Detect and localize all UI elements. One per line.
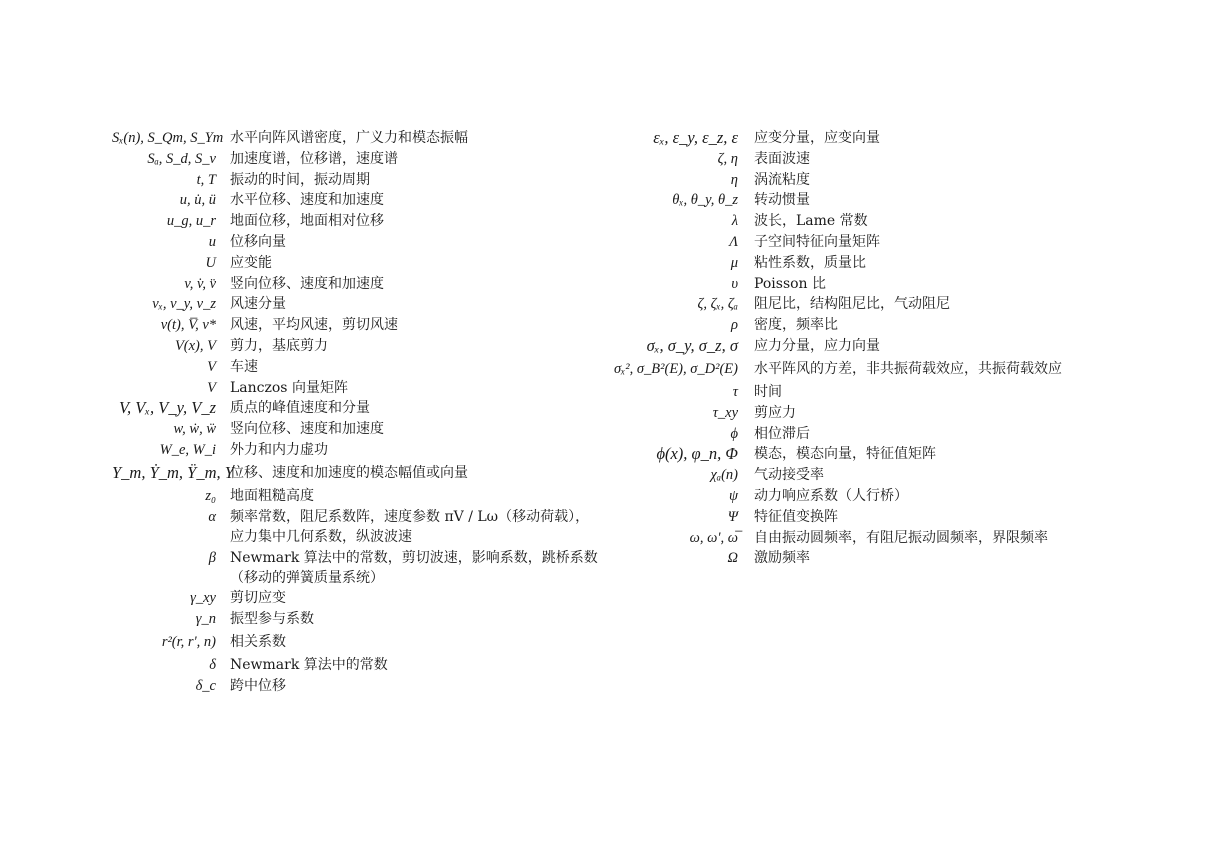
symbol-row: [612, 424, 1112, 444]
symbol-description: 地面位移，地面相对位移: [230, 213, 384, 230]
left-symbol-column: [112, 128, 632, 697]
symbol: ζ, η: [717, 150, 738, 167]
symbol-description: 外力和内力虚功: [230, 441, 328, 458]
symbol-description: 相位滞后: [754, 425, 810, 442]
symbol-description: Newmark 算法中的常数，剪切波速，影响系数，跳桥系数 （移动的弹簧质量系统）: [230, 549, 598, 586]
symbol: V(x), V: [174, 337, 216, 354]
symbol-description: 特征值变换阵: [754, 508, 838, 525]
symbol: v, v̇, v̈: [184, 275, 216, 292]
symbol-row: [112, 253, 632, 273]
symbol-description: 频率常数，阻尼系数阵，速度参数 πV / Lω（移动荷载）， 应力集中几何系数，纵波波速: [230, 508, 590, 545]
symbol-row: [112, 315, 632, 335]
symbol-row: [612, 294, 1112, 314]
symbol: θₓ, θ_y, θ_z: [672, 192, 738, 209]
symbol: V: [207, 358, 216, 375]
symbol-description: 剪应力: [754, 404, 796, 421]
symbol-description: 竖向位移、速度和加速度: [230, 421, 384, 438]
symbol-row: [112, 294, 632, 314]
symbol: v(t), V̅, v*: [160, 317, 216, 334]
symbol-row: [112, 609, 632, 629]
symbol: δ_c: [195, 677, 216, 694]
symbol-row: [112, 149, 632, 169]
symbol-row: [112, 463, 632, 483]
symbol: u, u̇, ü: [179, 192, 216, 209]
symbol-row: [612, 359, 1112, 379]
symbol-row: [612, 128, 1112, 148]
symbol-description: 相关系数: [230, 634, 286, 651]
symbol-description: 激励频率: [754, 550, 810, 567]
symbol: w, ẇ, ẅ: [173, 421, 216, 438]
symbol-row: [112, 486, 632, 506]
symbol-row: [112, 676, 632, 696]
symbol: vₓ, v_y, v_z: [152, 296, 216, 313]
symbol-description: 模态，模态向量，特征值矩阵: [754, 446, 936, 463]
symbol-row: [112, 588, 632, 608]
symbol-description: 剪力，基底剪力: [230, 337, 328, 354]
symbol: η: [730, 171, 738, 188]
symbol-description: 时间: [754, 383, 782, 400]
symbol-description: 子空间特征向量矩阵: [754, 233, 880, 250]
symbol: υ: [731, 275, 738, 292]
symbol: Y_m, Ẏ_m, Ÿ_m, Y: [112, 462, 234, 482]
symbol-description: 水平向阵风谱密度，广义力和模态振幅: [230, 130, 468, 146]
symbol: χₐ(n): [710, 467, 738, 484]
symbol-description: 自由振动圆频率，有阻尼振动圆频率，界限频率: [754, 529, 1048, 546]
symbol: α: [208, 508, 216, 525]
symbol-description: 竖向位移、速度和加速度: [230, 275, 384, 292]
symbol: τ_xy: [712, 404, 738, 421]
symbol-row: [112, 128, 632, 148]
symbol: r²(r, r', n): [161, 634, 216, 651]
symbol: τ: [732, 383, 738, 400]
symbol-description: 位移、速度和加速度的模态幅值或向量: [230, 464, 468, 481]
symbol-row: [112, 232, 632, 252]
symbol-row: [612, 149, 1112, 169]
symbol: ϕ: [730, 425, 738, 442]
symbol-row: [112, 357, 632, 377]
symbol: Sₓ(n), S_Qm, S_Ym: [112, 130, 224, 146]
symbol: V, Vₓ, V_y, V_z: [119, 398, 216, 418]
symbol-description: 车速: [230, 358, 258, 375]
symbol-row: [612, 232, 1112, 252]
symbol-description: 表面波速: [754, 150, 810, 167]
symbol-row: [112, 440, 632, 460]
symbol-row: [112, 507, 632, 547]
symbol: ζ, ζₓ, ζₐ: [697, 296, 738, 313]
symbol-row: [612, 444, 1112, 464]
right-symbol-column: [612, 128, 1112, 569]
symbol-row: [612, 170, 1112, 190]
symbol: εₓ, ε_y, ε_z, ε: [653, 128, 738, 147]
symbol-row: [612, 274, 1112, 294]
symbol-row: [612, 465, 1112, 485]
symbol-row: [112, 274, 632, 294]
symbol-row: [112, 419, 632, 439]
symbol-description: 质点的峰值速度和分量: [230, 400, 370, 417]
symbol: β: [208, 549, 216, 566]
symbol-description: 应变分量，应变向量: [754, 130, 880, 146]
symbol: U: [205, 254, 216, 271]
symbol-row: [612, 336, 1112, 356]
symbol: Λ: [729, 233, 738, 250]
symbol-description: 阻尼比，结构阻尼比，气动阻尼: [754, 296, 950, 313]
symbol: V: [207, 379, 216, 396]
symbol: t, T: [196, 171, 216, 188]
symbol-row: [612, 211, 1112, 231]
symbol: γ_xy: [190, 590, 216, 607]
symbol-row: [612, 486, 1112, 506]
symbol-row: [612, 403, 1112, 423]
symbol-description: Lanczos 向量矩阵: [230, 379, 348, 396]
symbol: ω, ω', ω̅: [689, 529, 738, 546]
symbol-description: 应力分量，应力向量: [754, 337, 880, 354]
symbol-description: 粘性系数，质量比: [754, 254, 866, 271]
symbol: W_e, W_i: [159, 441, 216, 458]
symbol-row: [612, 315, 1112, 335]
symbol: ψ: [728, 487, 738, 504]
symbol-description: 地面粗糙高度: [230, 487, 314, 504]
symbol: λ: [731, 213, 738, 230]
symbol: ϕ(x), φ_n, Φ: [656, 444, 738, 464]
symbol-description: 密度，频率比: [754, 317, 838, 334]
symbol-row: [612, 190, 1112, 210]
symbol-description: 涡流粘度: [754, 171, 810, 188]
symbol-description: 加速度谱，位移谱，速度谱: [230, 150, 398, 167]
symbol-row: [112, 378, 632, 398]
symbol-row: [612, 528, 1112, 548]
symbol-description: 剪切应变: [230, 590, 286, 607]
symbol-row: [612, 548, 1112, 568]
symbol-description: 动力响应系数（人行桥）: [754, 487, 908, 504]
symbol-row: [112, 398, 632, 418]
symbol-row: [112, 548, 632, 588]
symbol: Ψ: [727, 508, 738, 525]
symbol-row: [612, 382, 1112, 402]
symbol-row: [112, 190, 632, 210]
symbol: Sₐ, S_d, S_v: [147, 150, 216, 167]
symbol-description: 水平位移、速度和加速度: [230, 192, 384, 209]
symbol: δ: [209, 657, 216, 674]
symbol-description: 位移向量: [230, 233, 286, 250]
symbol-description: 转动惯量: [754, 192, 810, 209]
symbol-description: 振动的时间，振动周期: [230, 171, 370, 188]
symbol: u: [208, 233, 216, 250]
symbol: u_g, u_r: [166, 213, 216, 230]
symbol-description: 风速分量: [230, 296, 286, 313]
symbol-description: 波长，Lame 常数: [754, 213, 868, 230]
symbol-row: [112, 336, 632, 356]
symbol-description: 跨中位移: [230, 677, 286, 694]
symbol-row: [612, 507, 1112, 527]
symbol-description: 气动接受率: [754, 467, 824, 484]
symbol-description: 振型参与系数: [230, 611, 314, 628]
symbol: σₓ, σ_y, σ_z, σ: [646, 335, 738, 355]
symbol-description: Poisson 比: [754, 275, 827, 292]
symbol-row: [112, 632, 632, 652]
symbol: σₓ², σ_B²(E), σ_D²(E): [614, 360, 738, 377]
symbol: ρ: [731, 317, 738, 334]
symbol-description: 风速，平均风速，剪切风速: [230, 317, 398, 334]
symbol: Ω: [727, 550, 738, 567]
symbol-description: Newmark 算法中的常数: [230, 657, 388, 674]
symbol-row: [112, 170, 632, 190]
symbol-description: 水平阵风的方差，非共振荷载效应，共振荷载效应: [754, 360, 1062, 377]
symbol: z₀: [205, 487, 216, 504]
symbol: γ_n: [195, 611, 216, 628]
symbol-row: [112, 655, 632, 675]
symbol-description: 应变能: [230, 254, 272, 271]
symbol: μ: [730, 254, 738, 271]
symbol-row: [612, 253, 1112, 273]
symbol-row: [112, 211, 632, 231]
